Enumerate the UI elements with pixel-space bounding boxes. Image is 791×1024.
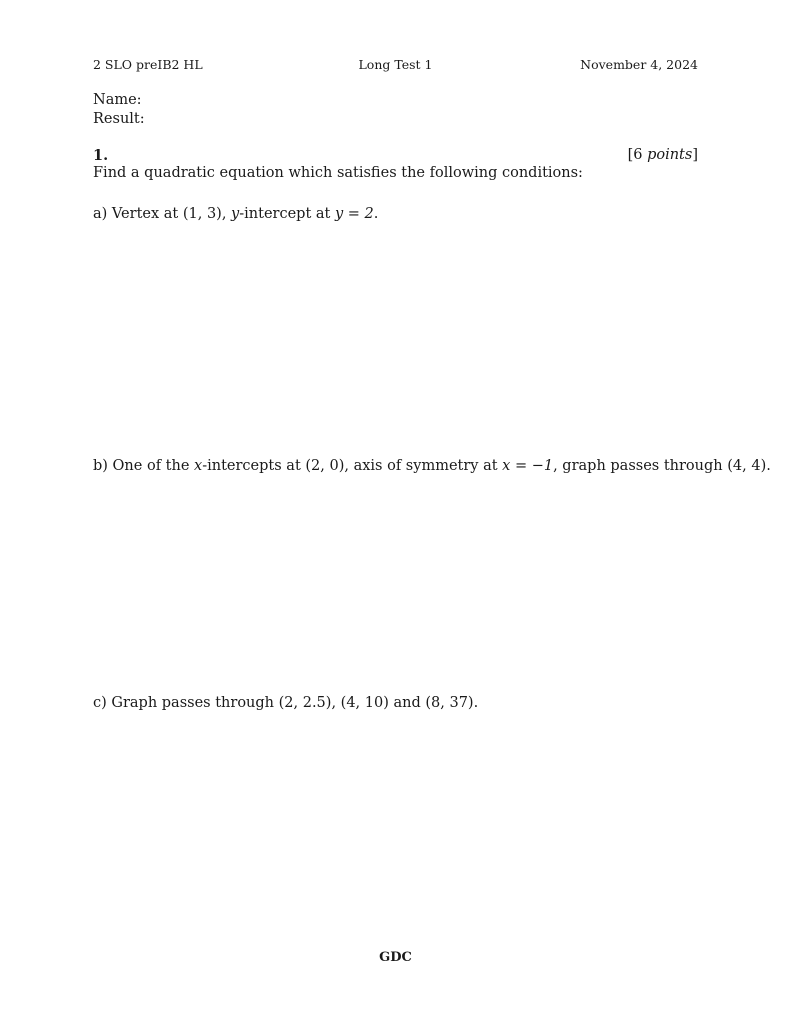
question-points <box>628 147 698 163</box>
part-a-text-3: -intercept at <box>239 206 335 222</box>
points-word: points <box>647 147 693 163</box>
part-b-math-1: x <box>194 458 203 474</box>
name-label: Name: <box>93 92 142 108</box>
part-c-text-2: , <box>331 695 341 711</box>
result-label: Result: <box>93 111 145 127</box>
part-b-math-3: x = −1 <box>502 458 554 474</box>
part-b-math-4: (4, 4) <box>727 458 767 474</box>
points-close: ] <box>692 147 698 163</box>
part-a-math-2: y <box>231 206 240 222</box>
part-c-math-1: (2, 2.5) <box>278 695 332 711</box>
part-b-text-2: -intercepts at <box>202 458 306 474</box>
test-date: November 4, 2024 <box>580 57 698 72</box>
part-b-math-2: (2, 0) <box>305 458 345 474</box>
class-code: 2 SLO preIB2 HL <box>93 57 203 72</box>
question-prompt: Find a quadratic equation which satisfies the following conditions: <box>93 165 583 181</box>
part-b-text-5: . <box>766 458 771 474</box>
part-a-text-4: . <box>373 206 379 222</box>
part-c-text-1: c) Graph passes through <box>93 695 279 711</box>
gdc-footer: GDC <box>379 950 412 965</box>
part-a <box>93 206 378 222</box>
part-b-text-4: , graph passes through <box>553 458 728 474</box>
test-title: Long Test 1 <box>358 57 433 72</box>
part-c-math-3: (8, 37) <box>425 695 474 711</box>
part-a-math-1: (1, 3) <box>182 206 222 222</box>
part-a-math-3: y = 2 <box>334 206 374 222</box>
part-b-text-3: , axis of symmetry at <box>344 458 503 474</box>
part-b <box>93 458 771 474</box>
page-header <box>93 57 698 75</box>
part-a-text-1: a) Vertex at <box>93 206 183 222</box>
part-c <box>93 695 478 711</box>
points-open: [6 <box>627 147 648 163</box>
part-c-text-4: . <box>473 695 479 711</box>
question-number: 1. <box>93 147 109 164</box>
part-b-text-1: b) One of the <box>93 458 195 474</box>
part-c-math-2: (4, 10) <box>340 695 389 711</box>
part-a-text-2: , <box>221 206 232 222</box>
part-c-text-3: and <box>388 695 426 711</box>
